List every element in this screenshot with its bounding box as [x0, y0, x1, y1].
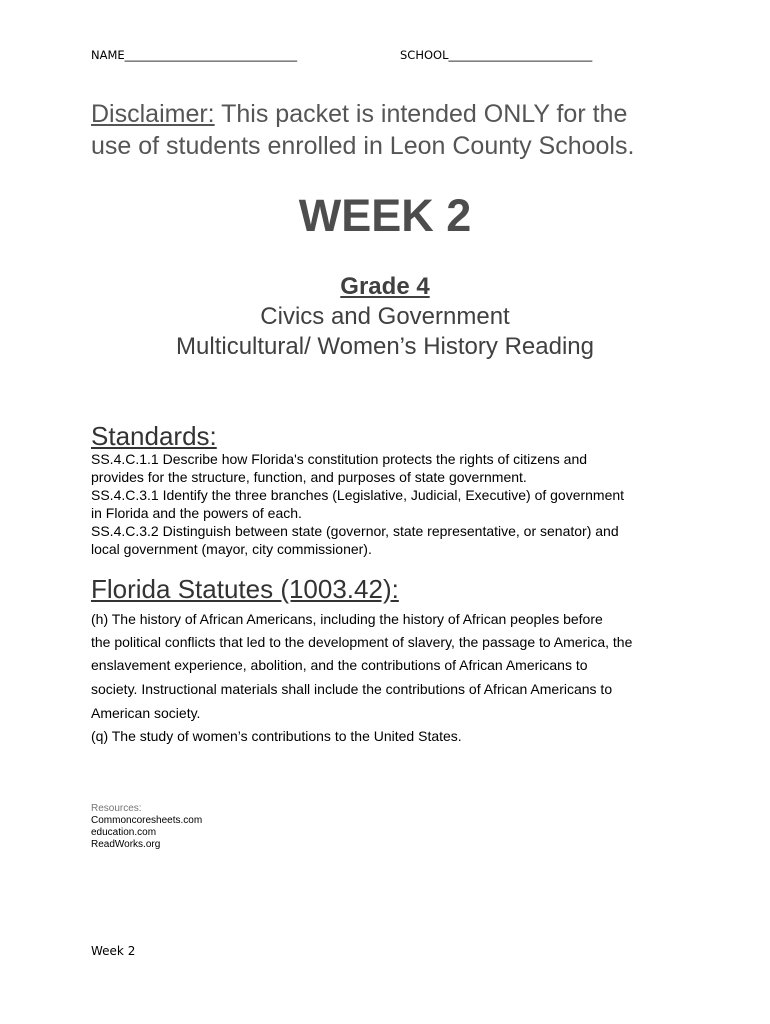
disclaimer-label: Disclaimer: [91, 100, 215, 128]
page-footer: Week 2 [91, 944, 136, 958]
standards-heading: Standards: [91, 421, 217, 451]
disclaimer-text-1: This packet is intended ONLY for the [214, 100, 628, 128]
standards-line: provides for the structure, function, and purposes of state government. [91, 469, 527, 485]
subject-title: Civics and Government [260, 303, 510, 330]
statutes-line: the political conflicts that led to the development of slavery, the passage to America, the [91, 634, 633, 650]
disclaimer-line-1 [91, 98, 627, 130]
standards-line: SS.4.C.3.2 Distinguish between state (governor, state representative, or senator) and [91, 523, 619, 539]
standards-line: SS.4.C.3.1 Identify the three branches (Legislative, Judicial, Executive) of government [91, 487, 625, 503]
week-title: WEEK 2 [298, 190, 472, 241]
statutes-line: American society. [91, 705, 201, 721]
statutes-line: society. Instructional materials shall include the contributions of African Americans to [91, 681, 613, 697]
school-field: SCHOOL_________________________ [400, 48, 593, 62]
standards-line: local government (mayor, city commissioner). [91, 541, 372, 557]
standards-line: in Florida and the powers of each. [91, 505, 302, 521]
grade-title: Grade 4 [340, 273, 430, 300]
statutes-line: (h) The history of African Americans, including the history of African peoples before [91, 611, 603, 627]
name-field: NAME______________________________ [91, 48, 298, 62]
resource-item: ReadWorks.org [91, 839, 161, 850]
resources-label: Resources: [91, 803, 142, 814]
statutes-line: (q) The study of women’s contributions to the United States. [91, 728, 462, 744]
disclaimer-line-2: use of students enrolled in Leon County Schools. [91, 132, 635, 160]
statutes-heading: Florida Statutes (1003.42): [91, 574, 399, 604]
resource-item: Commoncoresheets.com [91, 815, 203, 826]
resource-item: education.com [91, 827, 157, 838]
reading-title: Multicultural/ Women’s History Reading [176, 333, 594, 360]
standards-line: SS.4.C.1.1 Describe how Florida's constitution protects the rights of citizens and [91, 451, 588, 467]
resources-list [91, 803, 202, 851]
statutes-line: enslavement experience, abolition, and the contributions of African Americans to [91, 657, 588, 673]
